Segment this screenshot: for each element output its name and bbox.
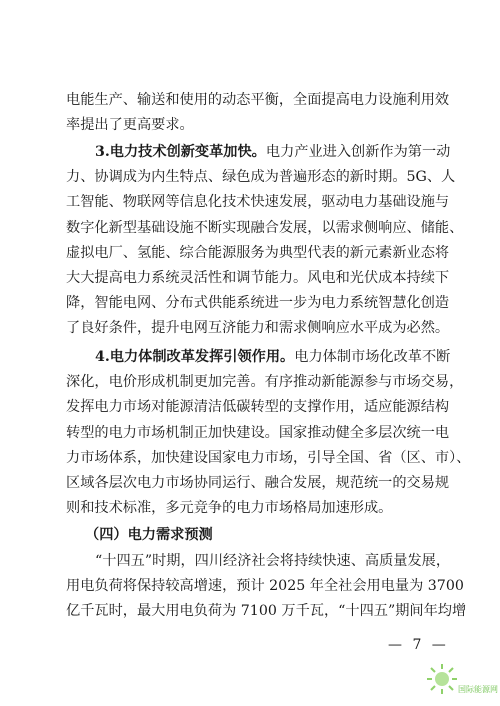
paragraph-heading: 4.电力体制改革发挥引领作用。 <box>95 349 295 365</box>
text-line: 降，智能电网、分布式供能系统进一步为电力系统智慧化创造 <box>66 295 450 312</box>
text-line <box>66 345 451 370</box>
paragraph-continuation <box>66 88 450 138</box>
paragraph-heading: 3.电力技术创新变革加快。 <box>95 144 266 160</box>
text-line: 转型的电力市场机制正加快建设。国家推动健全多层次统一电 <box>66 424 450 441</box>
text-line: 数字化新型基础设施不断实现融合发展，以需求侧响应、储能、 <box>66 219 464 236</box>
text-span: 电力产业进入创新作为第一动 <box>265 144 451 160</box>
text-line: 电能生产、输送和使用的动态平衡，全面提高电力设施利用效 <box>66 92 450 108</box>
paragraph-demand-forecast <box>66 549 467 625</box>
text-line: 用电负荷将保持较高增速，预计 2025 年全社会用电量为 3700 <box>66 578 464 595</box>
text-line: 亿千瓦时，最大用电负荷为 7100 万千瓦，“十四五”期间年均增 <box>66 603 467 620</box>
text-line: 虚拟电厂、氢能、综合能源服务为典型代表的新元素新业态将 <box>66 244 450 261</box>
text-line: 力、协调成为内生特点、绿色成为普遍形态的新时期。5G、人 <box>66 169 456 186</box>
page-number: — 7 — <box>388 637 449 653</box>
paragraph-market-reform <box>66 345 471 521</box>
text-line: 率提出了更高要求。 <box>66 117 194 134</box>
text-line: 则和技术标准，多元竞争的电力市场格局加速形成。 <box>66 500 393 517</box>
text-line: 大大提高电力系统灵活性和调节能力。风电和光伏成本持续下 <box>66 269 450 286</box>
section-heading: （四）电力需求预测 <box>85 527 213 543</box>
text-line: 了良好条件，提升电网互济能力和需求侧响应水平成为必然。 <box>66 320 450 337</box>
text-line: 深化，电价形成机制更加完善。有序推动新能源参与市场交易， <box>66 374 464 391</box>
text-line: 力市场体系，加快建设国家电力市场，引导全国、省（区、市）、 <box>66 449 471 466</box>
text-span: 电力体制市场化改革不断 <box>294 349 451 365</box>
watermark-text: 国际能源网 <box>458 685 498 694</box>
text-line: 发挥电力市场对能源清洁低碳转型的支撑作用，适应能源结构 <box>66 399 450 416</box>
text-line: “十四五”时期，四川经济社会将持续快速、高质量发展， <box>95 553 451 569</box>
paragraph-technology-innovation <box>66 140 464 342</box>
text-line: 区域各层次电力市场协同运行、融合发展，规范统一的交易规 <box>66 474 450 491</box>
watermark-logo-icon <box>420 656 498 702</box>
text-line <box>66 140 451 165</box>
text-line: 工智能、物联网等信息化技术快速发展，驱动电力基础设施与 <box>66 194 450 211</box>
